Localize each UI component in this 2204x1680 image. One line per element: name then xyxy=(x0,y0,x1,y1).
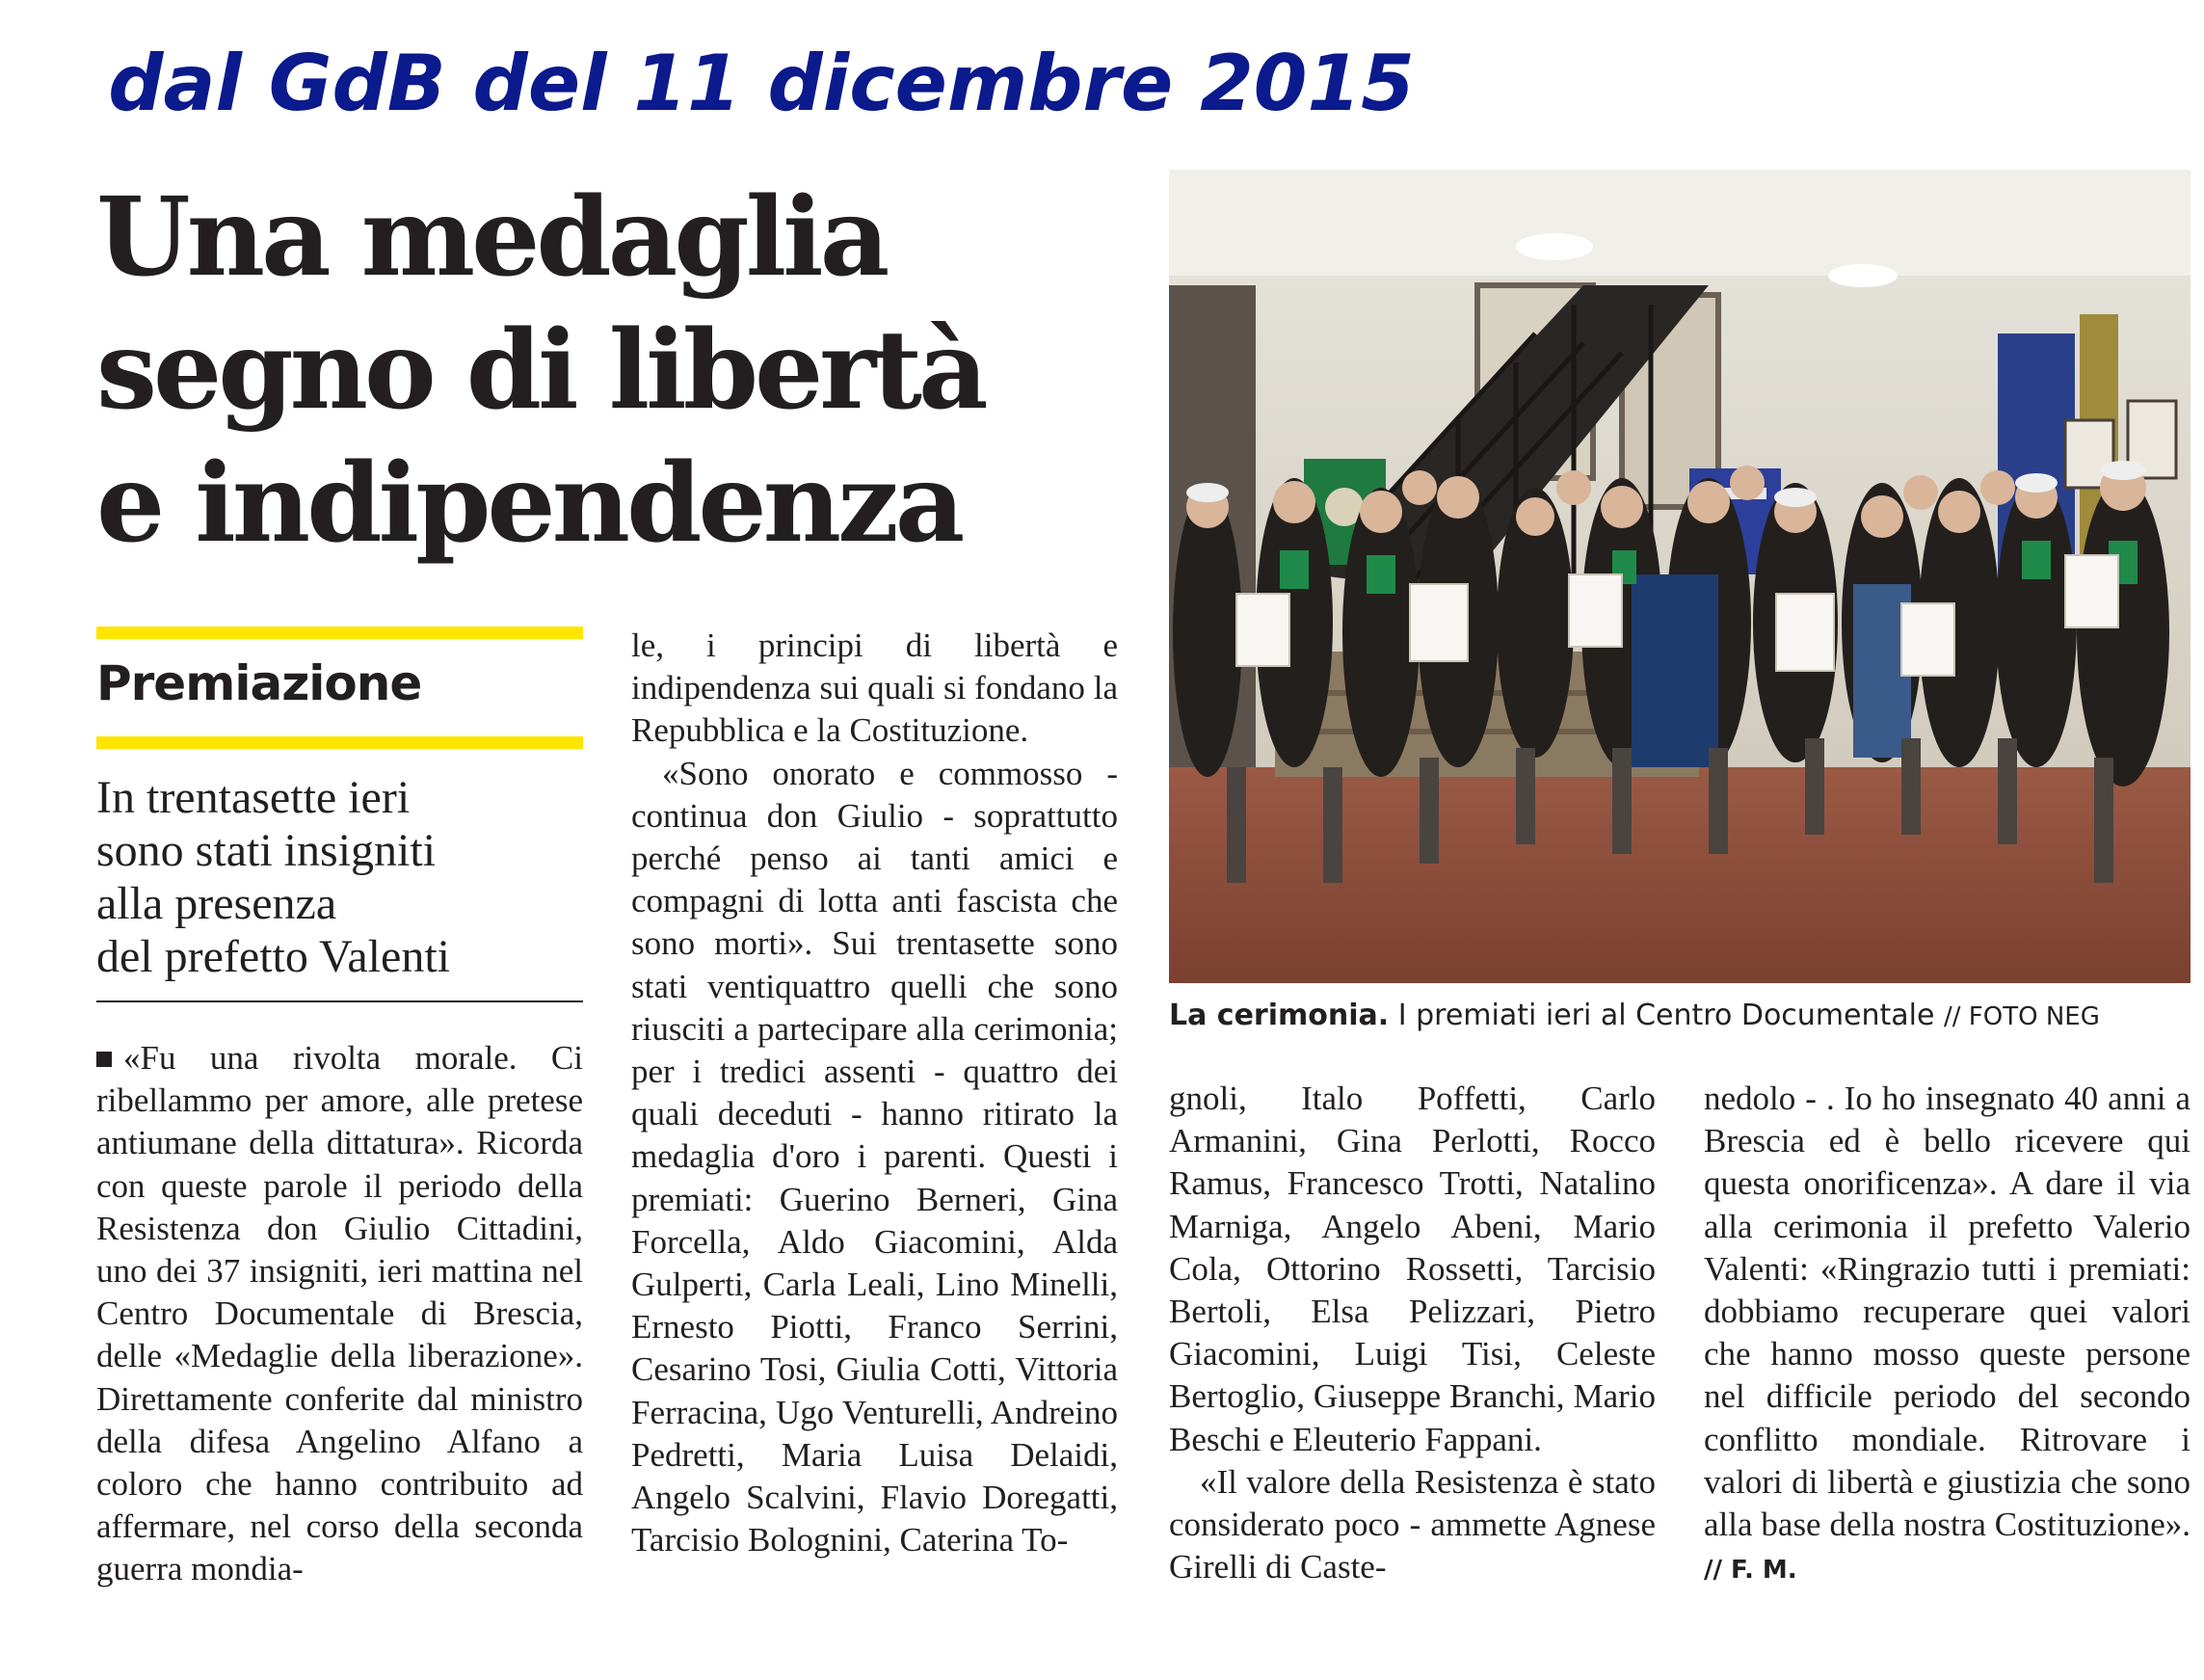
bullet-square-icon xyxy=(96,1052,112,1067)
subheadline xyxy=(96,771,597,983)
body-paragraph: «Sono onorato e commosso - continua don Giulio - soprattutto perché penso ai tanti amici e compagni di lotta anti fascista che sono morti». Sui trentasette sono stati ventiquattro quelli che sono riusciti a partecipare alla cerimonia; per i tredici assenti - quattro dei quali deceduti - hanno ritirato la medaglia d'oro i parenti. Questi i premiati: Guerino Berneri, Gina Forcella, Aldo Giacomini, Alda Gulperti, Carla Leali, Lino Minelli, Ernesto Piotti, Franco Serrini, Cesarino Tosi, Giulia Cotti, Vittoria Ferracina, Ugo Venturelli, Andreino Pedretti, Maria Luisa Delaidi, Angelo Scalvini, Flavio Doregatti, Tarcisio Bolognini, Caterina To- xyxy=(631,754,1118,1560)
subhead-divider xyxy=(96,1000,583,1002)
kicker-label: Premiazione xyxy=(96,655,422,711)
ceremony-photo xyxy=(1169,170,2191,983)
subhead-line-3: alla presenza xyxy=(96,878,337,929)
caption-text: I premiati ieri al Centro Documentale xyxy=(1397,999,1935,1032)
source-line: dal GdB del 11 dicembre 2015 xyxy=(108,39,1415,128)
headline-line-1: Una medaglia xyxy=(96,174,887,301)
kicker-top-bar xyxy=(96,627,583,639)
body-paragraph: le, i principi di libertà e indipendenza sui quali si fondano la Repubblica e la Costituzione. xyxy=(631,627,1118,750)
headline-line-3: e indipendenza xyxy=(96,440,962,567)
body-paragraph: gnoli, Italo Poffetti, Carlo Armanini, Gina Perlotti, Rocco Ramus, Francesco Trotti, Natalino Marniga, Angelo Abeni, Mario Cola, Ottorino Rossetti, Tarcisio Bertoli, Elsa Pelizzari, Pietro Giacomini, Luigi Tisi, Celeste Bertoglio, Giuseppe Branchi, Mario Beschi e Eleuterio Fappani. xyxy=(1169,1080,1656,1458)
body-paragraph: nedolo - . Io ho insegnato 40 anni a Brescia ed è bello ricevere qui questa onorificenza». A dare il via alla cerimonia il prefetto Valerio Valenti: «Ringrazio tutti i premiati: dobbiamo recuperare quei valori che hanno mosso queste persone nel difficile periodo del secondo conflitto mondiale. Ritrovare i valori di libertà e giustizia che sono alla base della nostra Costituzione». xyxy=(1704,1080,2191,1544)
body-column-2 xyxy=(631,625,1118,1561)
subhead-line-1: In trentasette ieri xyxy=(96,772,411,823)
caption-lead: La cerimonia. xyxy=(1169,999,1390,1032)
body-column-1 xyxy=(96,1037,583,1591)
body-paragraph: «Il valore della Resistenza è stato considerato poco - ammette Agnese Girelli di Caste- xyxy=(1169,1462,1656,1587)
author-signature: // F. M. xyxy=(1704,1556,1797,1586)
headline-line-2: segno di libertà xyxy=(96,307,985,434)
subhead-line-4: del prefetto Valenti xyxy=(96,931,450,982)
photo-credit: // FOTO NEG xyxy=(1944,1002,2100,1031)
body-column-3 xyxy=(1169,1078,1656,1588)
photo-caption xyxy=(1169,999,2191,1032)
headline xyxy=(96,172,1108,571)
kicker-bottom-bar xyxy=(96,736,583,749)
body-paragraph: «Fu una rivolta morale. Ci ribellammo per amore, alle pretese antiumane della dittatura». Ricorda con queste parole il periodo della Resistenza don Giulio Cittadini, uno dei 37 insigniti, ieri mattina nel Centro Documentale di Brescia, delle «Medaglie della liberazione». Direttamente conferite dal ministro della difesa Angelino Alfano a coloro che hanno contribuito ad affermare, nel corso della seconda guerra mondia- xyxy=(96,1039,583,1588)
subhead-line-2: sono stati insigniti xyxy=(96,825,437,876)
body-column-4 xyxy=(1704,1078,2191,1591)
